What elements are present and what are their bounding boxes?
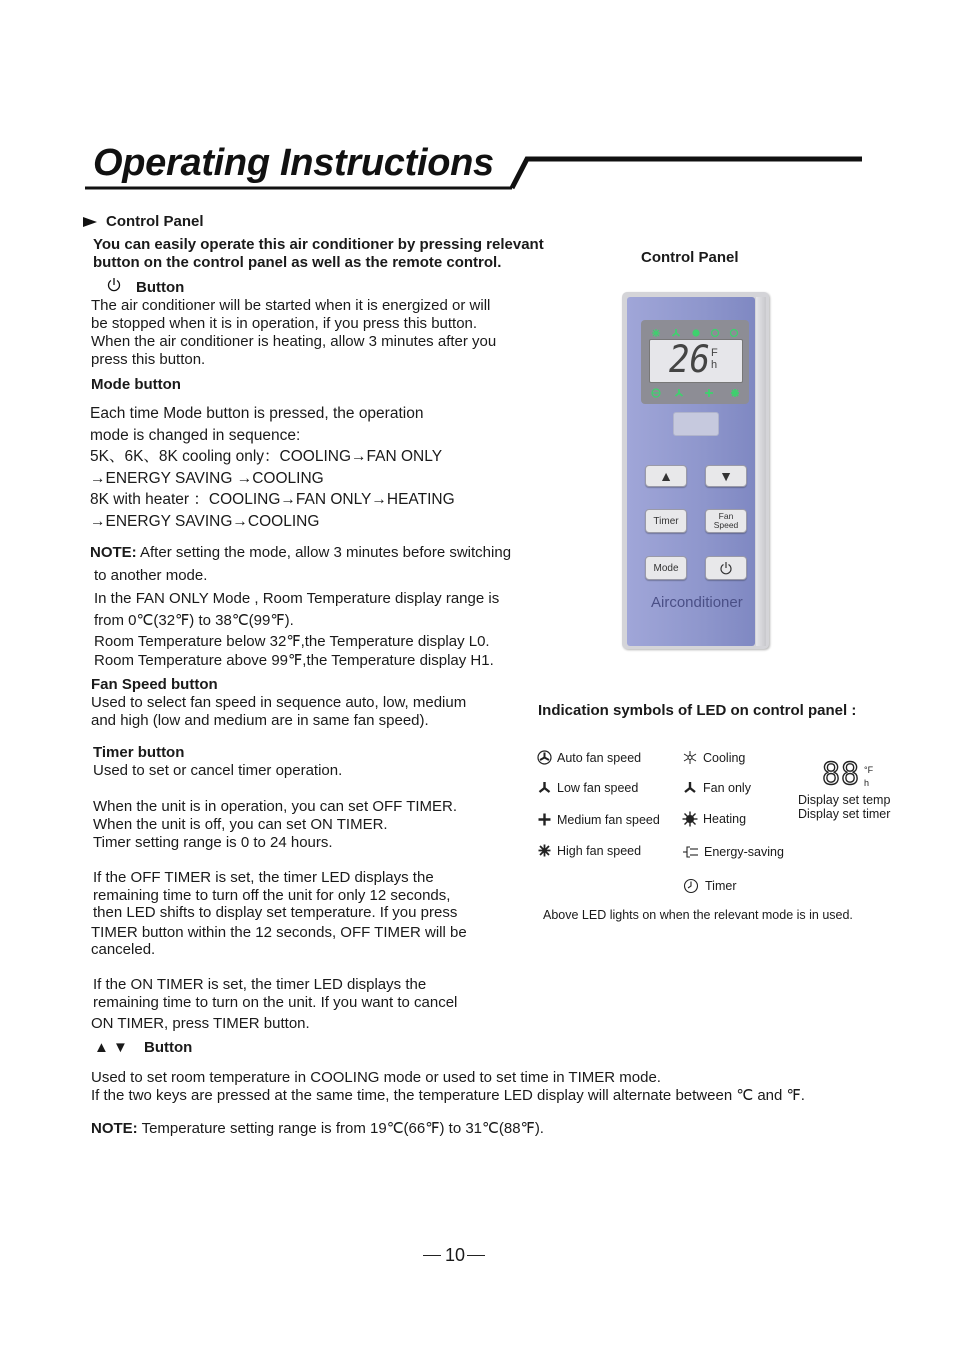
- power-icon: [719, 561, 733, 575]
- legend-cooling: Cooling: [682, 750, 745, 765]
- legend-high-fan: High fan speed: [537, 843, 641, 858]
- timer-label: Timer button: [93, 744, 185, 761]
- legend-fan-only: Fan only: [682, 780, 751, 795]
- panel-caption: Control Panel: [641, 249, 739, 266]
- timer-button[interactable]: Timer: [645, 509, 687, 533]
- legend-low-fan: Low fan speed: [537, 780, 638, 795]
- timer-text-2: When the unit is in operation, you can set OFF TIMER. When the unit is off, you can set ON TIMER. Timer setting range is 0 to 24 hours.: [93, 798, 458, 851]
- mode-button[interactable]: Mode: [645, 556, 687, 580]
- panel-brand: Airconditioner: [651, 594, 743, 611]
- panel-edge: [756, 297, 766, 646]
- updown-button-label: Button: [144, 1039, 193, 1056]
- timer-icon: [683, 878, 700, 894]
- led-footer: Above LED lights on when the relevant mode is in used.: [543, 908, 853, 922]
- legend-energy-saving: Energy-saving: [682, 845, 784, 859]
- power-button-text: The air conditioner will be started when it is energized or will be stopped when it is in operation, if you press this button. When the air conditioner is heating, allow 3 minutes after you press this button.: [91, 297, 497, 368]
- heating-icon: [682, 811, 698, 827]
- updown-arrows-icon: ▲ ▼: [94, 1039, 128, 1056]
- led-units: °F h: [864, 765, 874, 788]
- fan-only-icon: [682, 780, 698, 795]
- auto-fan-icon: [537, 750, 552, 765]
- up-button[interactable]: ▲: [645, 465, 687, 487]
- led-display-caption: Display set temp Display set timer: [798, 793, 891, 821]
- legend-medium-fan: Medium fan speed: [537, 812, 660, 827]
- lcd-value: 26: [669, 338, 710, 382]
- panel-receiver: [673, 412, 719, 436]
- arrow-right-icon: [82, 216, 98, 228]
- power-button[interactable]: [705, 556, 747, 580]
- timer-text-3: If the OFF TIMER is set, the timer LED displays the remaining time to turn off the unit for only 12 seconds, then LED shifts to display set temperature. If you press TIMER button within the 12 seconds, OFF TIMER will be canceled.: [91, 869, 467, 958]
- legend-auto-fan: Auto fan speed: [537, 750, 641, 765]
- medium-fan-icon: [537, 812, 552, 827]
- led-heading: Indication symbols of LED on control panel :: [538, 702, 857, 719]
- power-button-label: Button: [136, 279, 185, 296]
- fan-speed-label: Fan Speed button: [91, 676, 218, 693]
- energy-saving-icon: [682, 845, 699, 859]
- fan-speed-button[interactable]: Fan Speed: [705, 509, 747, 533]
- high-fan-icon: [537, 843, 552, 858]
- mode-button-text: Each time Mode button is pressed, the operation mode is changed in sequence: 5K、6K、8K cooling only：COOLING→FAN ONLY →ENERGY SAVING →COOLING 8K with heater ：COOLING→FAN ONLY→HEATING →ENERGY SAVING→COOLING: [90, 405, 455, 530]
- down-button[interactable]: ▼: [705, 465, 747, 487]
- cooling-icon: [682, 750, 698, 765]
- legend-heating: Heating: [682, 811, 746, 827]
- control-panel-heading: Control Panel: [106, 213, 204, 230]
- led-digits: 88: [822, 757, 861, 792]
- page-number: 10: [423, 1245, 485, 1266]
- mode-note: NOTE: After setting the mode, allow 3 minutes before switching: [90, 544, 512, 561]
- legend-timer: Timer: [683, 878, 736, 894]
- final-note: NOTE: Temperature setting range is from 19℃(66℉) to 31℃(88℉).: [91, 1120, 544, 1137]
- low-fan-icon: [537, 780, 552, 795]
- fan-speed-text: Used to select fan speed in sequence auto, low, medium and high (low and medium are in same fan speed).: [91, 694, 467, 729]
- intro-text: You can easily operate this air conditioner by pressing relevant button on the control panel as well as the remote control.: [93, 236, 544, 271]
- page-title: Operating Instructions: [93, 142, 494, 184]
- updown-button-text: Used to set room temperature in COOLING mode or used to set time in TIMER mode. If the two keys are pressed at the same time, the temperature LED display will alternate between ℃ and ℉.: [91, 1069, 805, 1104]
- power-icon: [106, 277, 122, 293]
- mode-note-text: to another mode. In the FAN ONLY Mode , Room Temperature display range is from 0℃(32℉) to 38℃(99℉). Room Temperature below 32℉,the Temperature display L0. Room Temperature above 99℉,the Temperature display H1.: [94, 567, 500, 669]
- mode-button-label: Mode button: [91, 376, 181, 393]
- timer-text-4: If the ON TIMER is set, the timer LED displays the remaining time to turn on the unit. If you want to cancel ON TIMER, press TIMER button.: [91, 976, 458, 1032]
- lcd-units: F h: [711, 347, 718, 371]
- timer-text: Used to set or cancel timer operation.: [93, 762, 343, 779]
